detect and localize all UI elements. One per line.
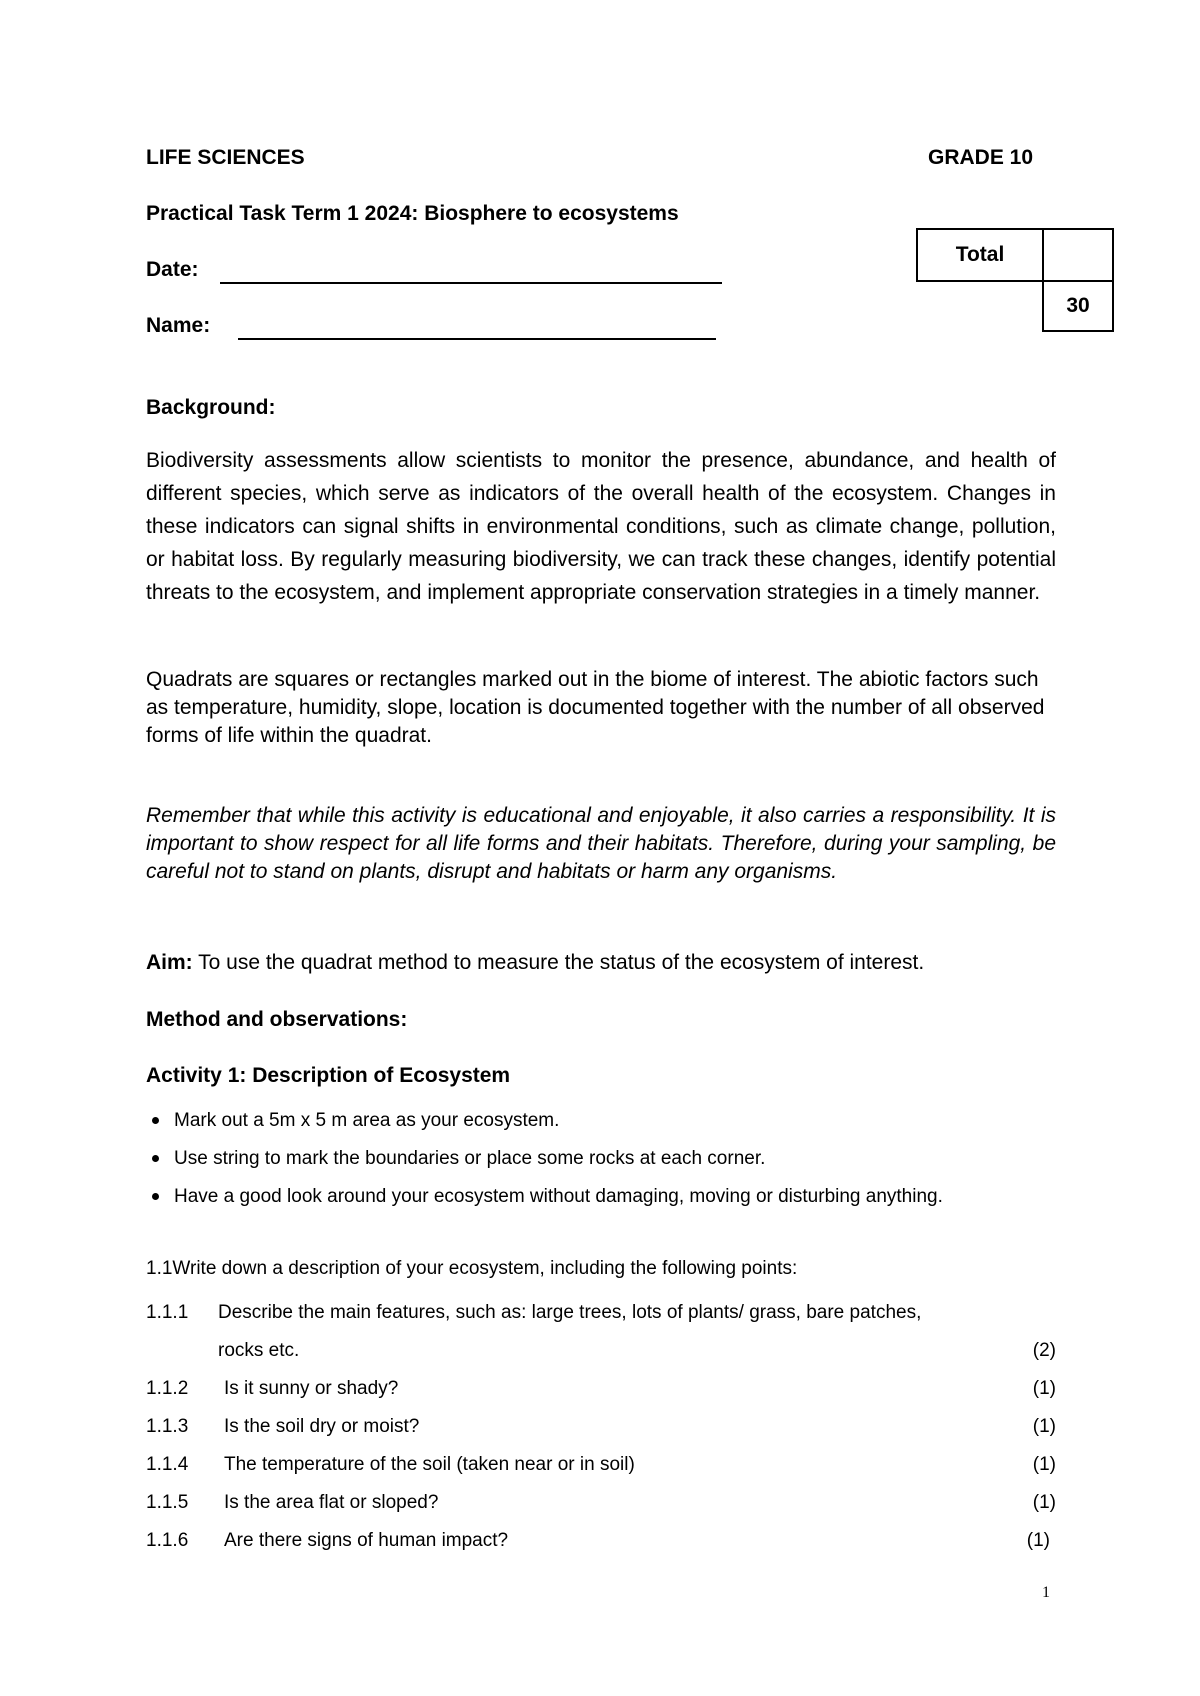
bullet-icon (152, 1155, 159, 1162)
question-mark: (1) (1032, 1416, 1056, 1437)
grade-label: GRADE 10 (928, 146, 1034, 169)
question-text: Is it sunny or shady? (224, 1378, 399, 1399)
question-text: Describe the main features, such as: large trees, lots of plants/ grass, bare patches, (218, 1302, 922, 1323)
question-number: 1.1.1 (146, 1302, 189, 1323)
task-title: Practical Task Term 1 2024: Biosphere to ecosystems (146, 202, 679, 225)
list-item: Mark out a 5m x 5 m area as your ecosystem. (146, 1102, 1046, 1140)
question-row-continued (146, 1332, 1056, 1370)
aim-line (146, 946, 1056, 979)
question-number: 1.1.3 (146, 1416, 189, 1437)
bullet-icon (152, 1193, 159, 1200)
background-paragraph-1: Biodiversity assessments allow scientists to monitor the presence, abundance, and health of different species, which serve as indicators of the overall health of the ecosystem. Changes in these indicators can signal shifts in environmental conditions, such as climate change, pollution, or habitat loss. By regularly measuring biodiversity, we can track these changes, identify potential threats to the ecosystem, and implement appropriate conservation strategies in a timely manner. (146, 449, 1056, 604)
question-text: The temperature of the soil (taken near or in soil) (224, 1454, 635, 1475)
question-text: Are there signs of human impact? (224, 1530, 509, 1551)
question-number: 1.1.4 (146, 1454, 189, 1475)
activity-1-heading: Activity 1: Description of Ecosystem (146, 1064, 511, 1087)
question-number: 1.1.6 (146, 1530, 189, 1551)
background-heading: Background: (146, 396, 276, 419)
activity-1-instructions (146, 1102, 1046, 1216)
question-row (146, 1370, 1056, 1408)
question-mark: (1) (1032, 1454, 1056, 1475)
question-number: 1.1.5 (146, 1492, 189, 1513)
question-text: Is the soil dry or moist? (224, 1416, 420, 1437)
question-1-1: 1.1Write down a description of your ecosystem, including the following points: (146, 1258, 798, 1279)
name-label: Name: (146, 314, 211, 337)
question-mark: (2) (1032, 1340, 1056, 1361)
bullet-icon (152, 1117, 159, 1124)
list-item: Use string to mark the boundaries or place some rocks at each corner. (146, 1140, 1046, 1178)
background-paragraph-2: Quadrats are squares or rectangles marked out in the biome of interest. The abiotic factors such as temperature, humidity, slope, location is documented together with the number of all observed forms of life within the quadrat. (146, 668, 1045, 747)
total-score-cell[interactable] (1042, 228, 1114, 282)
question-row (146, 1294, 1056, 1332)
aim-label: Aim: (146, 951, 193, 974)
aim-text: To use the quadrat method to measure the status of the ecosystem of interest. (192, 951, 925, 974)
subject-title: LIFE SCIENCES (146, 146, 305, 169)
page-number: 1 (1042, 1584, 1050, 1601)
question-number: 1.1.2 (146, 1378, 189, 1399)
safety-reminder: Remember that while this activity is educational and enjoyable, it also carries a responsibility. It is important to show respect for all life forms and their habitats. Therefore, during your sampling, be careful not to stand on plants, disrupt and habitats or harm any organisms. (146, 804, 1056, 883)
method-heading: Method and observations: (146, 1008, 408, 1031)
question-mark: (1) (1032, 1492, 1056, 1513)
question-mark: (1) (1032, 1378, 1056, 1399)
question-mark: (1) (1026, 1530, 1050, 1551)
question-row (146, 1408, 1056, 1446)
total-score-box (916, 228, 1114, 332)
question-row (146, 1446, 1056, 1484)
question-row (146, 1484, 1056, 1522)
question-row (146, 1522, 1056, 1560)
name-field-line[interactable] (238, 338, 716, 340)
question-text: rocks etc. (218, 1340, 300, 1361)
total-label: Total (916, 228, 1044, 282)
total-max-cell: 30 (1042, 280, 1114, 332)
list-item: Have a good look around your ecosystem without damaging, moving or disturbing anything. (146, 1178, 1046, 1216)
date-field-line[interactable] (220, 282, 722, 284)
date-label: Date: (146, 258, 199, 281)
question-text: Is the area flat or sloped? (224, 1492, 439, 1513)
